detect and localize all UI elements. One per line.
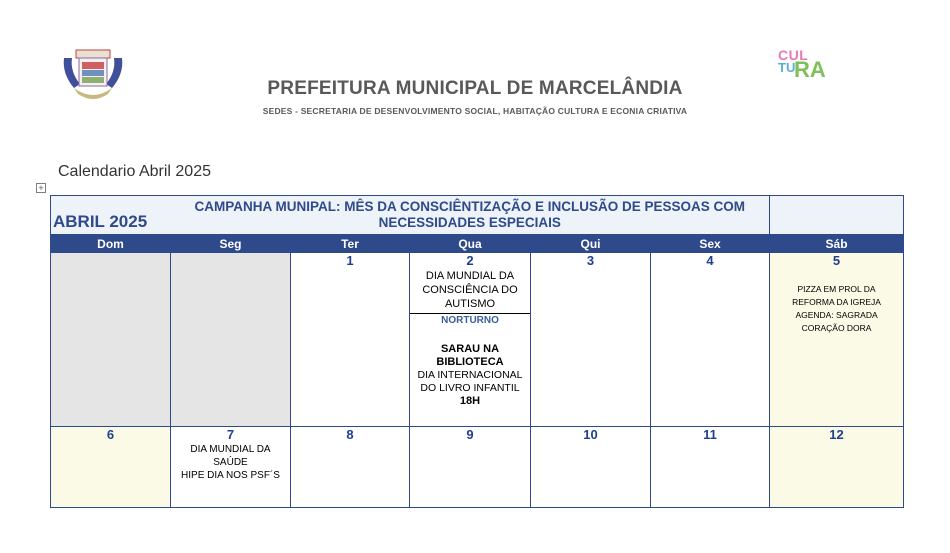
calendar-title: Calendario Abril 2025 (58, 163, 211, 180)
day-cell-1[interactable] (291, 253, 410, 427)
day-number: 3 (586, 253, 595, 268)
calendar-header-row (51, 196, 904, 235)
week-row-1 (51, 253, 904, 427)
cultura-logo-line2: TU (778, 60, 796, 75)
day-number: 9 (466, 427, 474, 442)
day-number: 12 (829, 427, 844, 442)
day-number: 2 (466, 253, 474, 268)
event-time: 18H (459, 395, 481, 407)
day-cell-3[interactable] (531, 253, 651, 427)
campaign-banner: CAMPANHA MUNIPAL: MÊS DA CONSCIÊNTIZAÇÃO E INCLUSÃO DE PESSOAS COM NECESSIDADES ESPECIAIS (171, 196, 770, 235)
event-divider (410, 313, 530, 314)
day-number: 5 (832, 253, 841, 268)
event-childrens-book-day: DIA INTERNACIONAL DO LIVRO INFANTIL (417, 369, 523, 394)
day-cell-empty (51, 253, 171, 427)
month-label: ABRIL 2025 (51, 196, 171, 235)
table-move-handle-icon[interactable]: + (36, 183, 46, 193)
event-pizza: PIZZA EM PROL DA REFORMA DA IGREJA (792, 284, 881, 307)
day-cell-11[interactable] (651, 427, 770, 508)
day-cell-7[interactable] (171, 427, 291, 508)
day-number: 6 (106, 427, 115, 442)
calendar-table (50, 195, 904, 508)
weekday-tue: Ter (291, 235, 410, 253)
week-row-2 (51, 427, 904, 508)
header-empty-cell (770, 196, 904, 235)
day-cell-10[interactable] (531, 427, 651, 508)
day-cell-9[interactable] (410, 427, 531, 508)
day-cell-5[interactable] (770, 253, 904, 427)
day-number: 1 (346, 253, 354, 268)
weekday-wed: Qua (410, 235, 531, 253)
day-number: 10 (583, 427, 598, 442)
day-cell-12[interactable] (770, 427, 904, 508)
event-health-day: DIA MUNDIAL DA SAÚDE (190, 444, 271, 468)
page-title: PREFEITURA MUNICIPAL DE MARCELÂNDIA (267, 78, 683, 99)
event-agenda: AGENDA: SAGRADA CORAÇÃO DORA (795, 310, 878, 333)
day-number: 11 (703, 427, 717, 442)
day-number: 8 (346, 427, 354, 442)
weekday-fri: Sex (651, 235, 770, 253)
event-sarau: SARAU NA BIBLIOTECA (436, 343, 504, 368)
day-number: 7 (226, 427, 235, 442)
day-cell-empty (171, 253, 291, 427)
day-cell-6[interactable] (51, 427, 171, 508)
weekday-thu: Qui (531, 235, 651, 253)
weekday-header-row (51, 235, 904, 253)
event-autism-day: DIA MUNDIAL DA CONSCIÊNCIA DO AUTISMO (422, 270, 518, 310)
day-cell-2[interactable] (410, 253, 531, 427)
event-hipe-day: HIPE DIA NOS PSF´S (181, 470, 280, 481)
event-nocturnal: NORTURNO (441, 315, 499, 326)
day-cell-4[interactable] (651, 253, 770, 427)
weekday-sat: Sáb (770, 235, 904, 253)
cultura-logo-line1: CUL (778, 47, 809, 63)
day-number: 4 (706, 253, 714, 268)
weekday-sun: Dom (51, 235, 171, 253)
cultura-logo-line3: RA (794, 57, 826, 82)
weekday-mon: Seg (171, 235, 291, 253)
day-cell-8[interactable] (291, 427, 410, 508)
page-subtitle: SEDES - SECRETARIA DE DESENVOLVIMENTO SOCIAL, HABITAÇÃO CULTURA E ECONIA CRIATIVA (262, 106, 688, 116)
